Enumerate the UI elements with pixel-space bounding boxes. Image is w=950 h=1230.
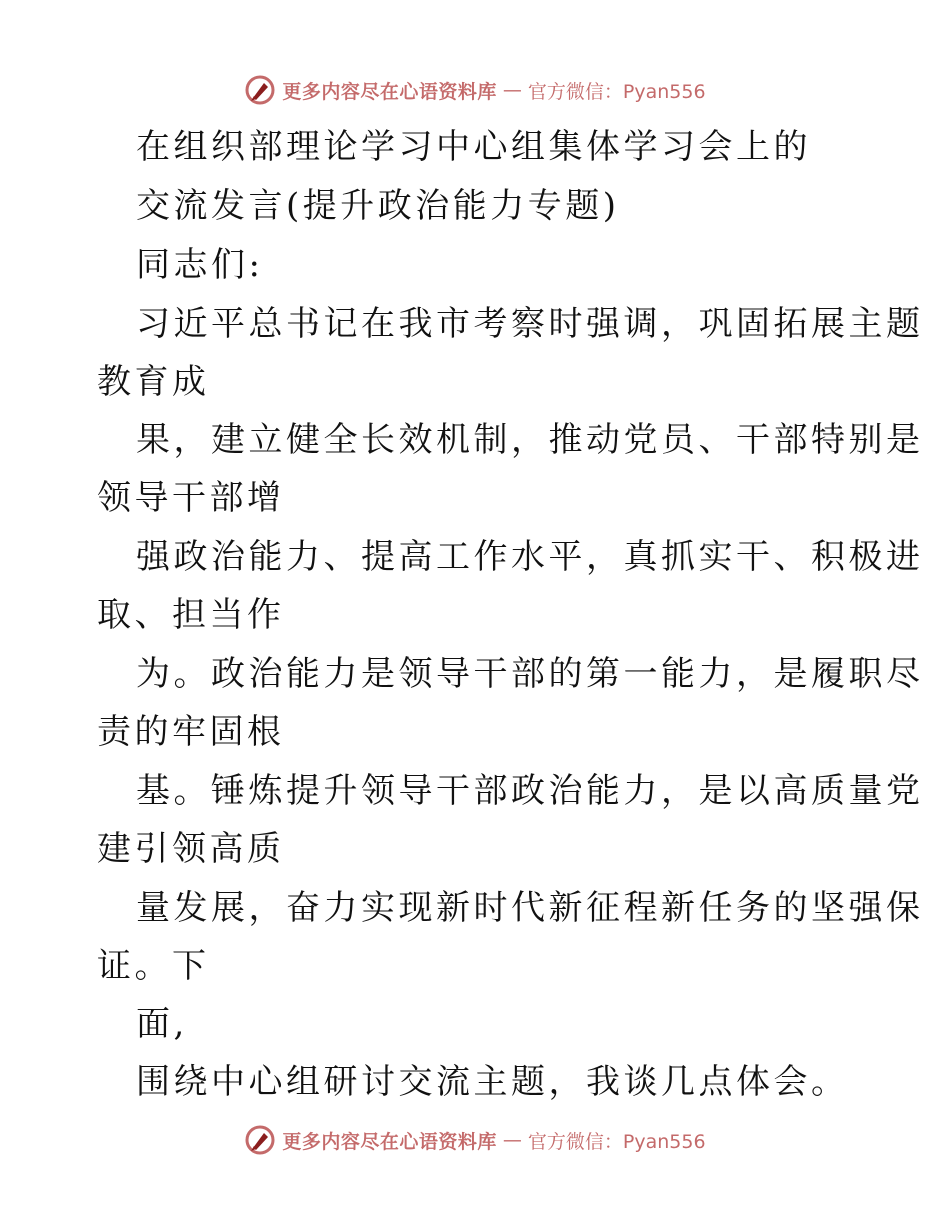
- footer-watermark: [0, 1120, 950, 1160]
- text-line: 量发展，奋力实现新时代新征程新任务的坚强保: [136, 888, 924, 928]
- watermark-main-text: 更多内容尽在心语资料库: [282, 80, 497, 103]
- pen-nib-logo-icon: [244, 74, 276, 106]
- watermark-separator: —: [502, 79, 522, 101]
- salutation: 同志们:: [136, 245, 264, 285]
- text-line: 为。政治能力是领导干部的第一能力，是履职尽: [136, 654, 924, 694]
- document-title-line-2: 交流发言(提升政治能力专题): [136, 186, 620, 226]
- text-line: 强政治能力、提高工作水平，真抓实干、积极进: [136, 537, 924, 577]
- text-line: 责的牢固根: [97, 712, 285, 752]
- text-line: 基。锤炼提升领导干部政治能力，是以高质量党: [136, 771, 924, 811]
- text-line: 建引领高质: [97, 829, 285, 869]
- text-line: 取、担当作: [97, 595, 285, 635]
- text-line: 面,: [136, 1004, 188, 1044]
- watermark-wechat-text: 官方微信：Pyan556: [527, 80, 706, 103]
- text-line: 围绕中心组研讨交流主题，我谈几点体会。: [136, 1062, 849, 1102]
- text-line: 领导干部增: [97, 478, 285, 518]
- watermark-separator: —: [502, 1129, 522, 1151]
- document-title-line-1: 在组织部理论学习中心组集体学习会上的: [136, 127, 811, 167]
- watermark-wechat-text: 官方微信：Pyan556: [527, 1130, 706, 1153]
- text-line: 证。下: [97, 946, 210, 986]
- text-line: 习近平总书记在我市考察时强调，巩固拓展主题: [136, 304, 924, 344]
- header-watermark: [0, 70, 950, 110]
- text-line: 教育成: [97, 362, 210, 402]
- pen-nib-logo-icon: [244, 1124, 276, 1156]
- text-line: 果，建立健全长效机制，推动党员、干部特别是: [136, 420, 924, 460]
- watermark-main-text: 更多内容尽在心语资料库: [282, 1130, 497, 1153]
